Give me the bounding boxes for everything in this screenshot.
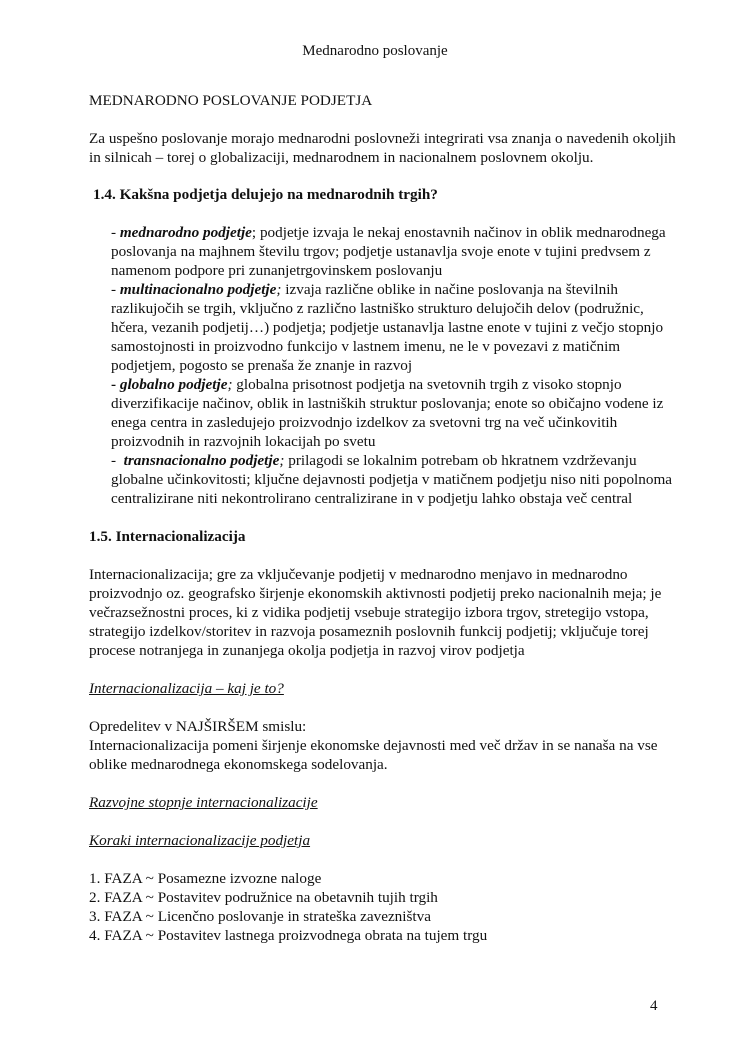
broad-definition-label: Opredelitev v NAJŠIRŠEM smislu: xyxy=(89,718,307,735)
term-multinacionalno-podjetje: multinacionalno podjetje xyxy=(119,281,277,298)
phase-item-1: 1. FAZA ~ Posamezne izvozne naloge xyxy=(89,870,322,887)
subheading-internationalization-steps: Koraki internacionalizacije podjetja xyxy=(89,832,311,849)
document-title: MEDNARODNO POSLOVANJE PODJETJA xyxy=(89,92,373,109)
list-item-globalno xyxy=(111,375,679,451)
term-description: izvaja različne oblike in načine poslovanja na številnih razlikujočih se trgih, vključno z različno lastniško strukturo delujočih delov (podružnic, hčera, vezanih podjetij…) podjetja; podjetje ustanavlja lastne enote v tujini z večjo stopnjo samostojnosti in proizvodno funkcijo v lastnem imenu, ne le v povezavi z matičnim podjetjem, pogosto se prenaša že znanje in razvoj xyxy=(111,281,664,374)
company-types-list xyxy=(89,223,679,508)
list-item-mednarodno xyxy=(111,223,679,280)
section-heading-1-5: 1.5. Internacionalizacija xyxy=(89,528,246,545)
list-dash: - xyxy=(111,452,124,469)
intro-paragraph: Za uspešno poslovanje morajo mednarodni poslovneži integrirati vsa znanja o navedenih okoljih in silnicah – torej o globalizaciji, mednarodnem in nacionalnem poslovnem okolju. xyxy=(89,130,676,166)
list-dash: - xyxy=(111,281,120,298)
broad-definition-text: Internacionalizacija pomeni širjenje ekonomske dejavnosti med več držav in se nanaša na vse oblike mednarodnega ekonomskega sodelovanja. xyxy=(89,737,658,773)
phases-list xyxy=(89,869,679,945)
term-separator: ; xyxy=(276,281,282,298)
term-description: prilagodi se lokalnim potrebam ob hkratnem vzdrževanju globalne učinkovitosti; ključne dejavnosti podjetja v matičnem podjetju niso niti popolnoma centralizirane niti nekontrolirano centralizirane in v podjetju lahko obstaja več central xyxy=(111,452,673,507)
list-item-multinacionalno xyxy=(111,280,679,375)
term-separator: ; xyxy=(251,224,257,241)
term-description: globalna prisotnost podjetja na svetovnih trgih z visoko stopnjo diverzifikacije načinov, oblik in lastniških struktur poslovanja; enote so običajno vodene iz enega centra in zasledujejo proizvodnjo izdelkov za svetovni trg na več učinkovitih proizvodnih in razvojnih lokacijah po svetu xyxy=(111,376,664,450)
page-number: 4 xyxy=(650,998,658,1014)
page-content xyxy=(89,91,679,945)
section-heading-1-4: 1.4. Kakšna podjetja delujejo na mednarodnih trgih? xyxy=(93,186,438,203)
running-header: Mednarodno poslovanje xyxy=(302,43,448,59)
list-dash: - xyxy=(111,224,120,241)
term-mednarodno-podjetje: mednarodno podjetje xyxy=(119,224,252,241)
list-item-transnacionalno xyxy=(111,451,679,508)
phase-item-3: 3. FAZA ~ Licenčno poslovanje in strateška zavezništva xyxy=(89,908,431,925)
term-description: podjetje izvaja le nekaj enostavnih načinov in oblik mednarodnega poslovanja na majhnem številu trgov; podjetje ustanavlja svoje enote v tujini predvsem z namenom podpore pri zunanjetrgovinskem poslovanju xyxy=(111,224,666,279)
phase-item-4: 4. FAZA ~ Postavitev lastnega proizvodnega obrata na tujem trgu xyxy=(89,927,488,944)
phase-item-2: 2. FAZA ~ Postavitev podružnice na obetavnih tujih trgih xyxy=(89,889,438,906)
term-separator: ; xyxy=(227,376,233,393)
term-separator: ; xyxy=(279,452,285,469)
subheading-what-is-it: Internacionalizacija – kaj je to? xyxy=(89,680,284,697)
list-dash: - xyxy=(111,376,120,393)
subheading-development-stages: Razvojne stopnje internacionalizacije xyxy=(89,794,318,811)
term-globalno-podjetje: globalno podjetje xyxy=(119,376,228,393)
internationalization-definition: Internacionalizacija; gre za vključevanje podjetij v mednarodno menjavo in mednarodno proizvodnjo oz. geografsko širjenje ekonomskih aktivnosti podjetij preko nacionalnih meja; je večrazsežnostni proces, ki z vidika podjetij vsebuje strategijo izbora trgov, stretegijo vstopa, strategijo izdelkov/storitev in razvoja posameznih poslovnih funkcij podjetij; vključuje torej procese notranjega in zunanjega okolja podjetja in razvoj virov podjetja xyxy=(89,566,662,659)
term-transnacionalno-podjetje: transnacionalno podjetje xyxy=(123,452,280,469)
